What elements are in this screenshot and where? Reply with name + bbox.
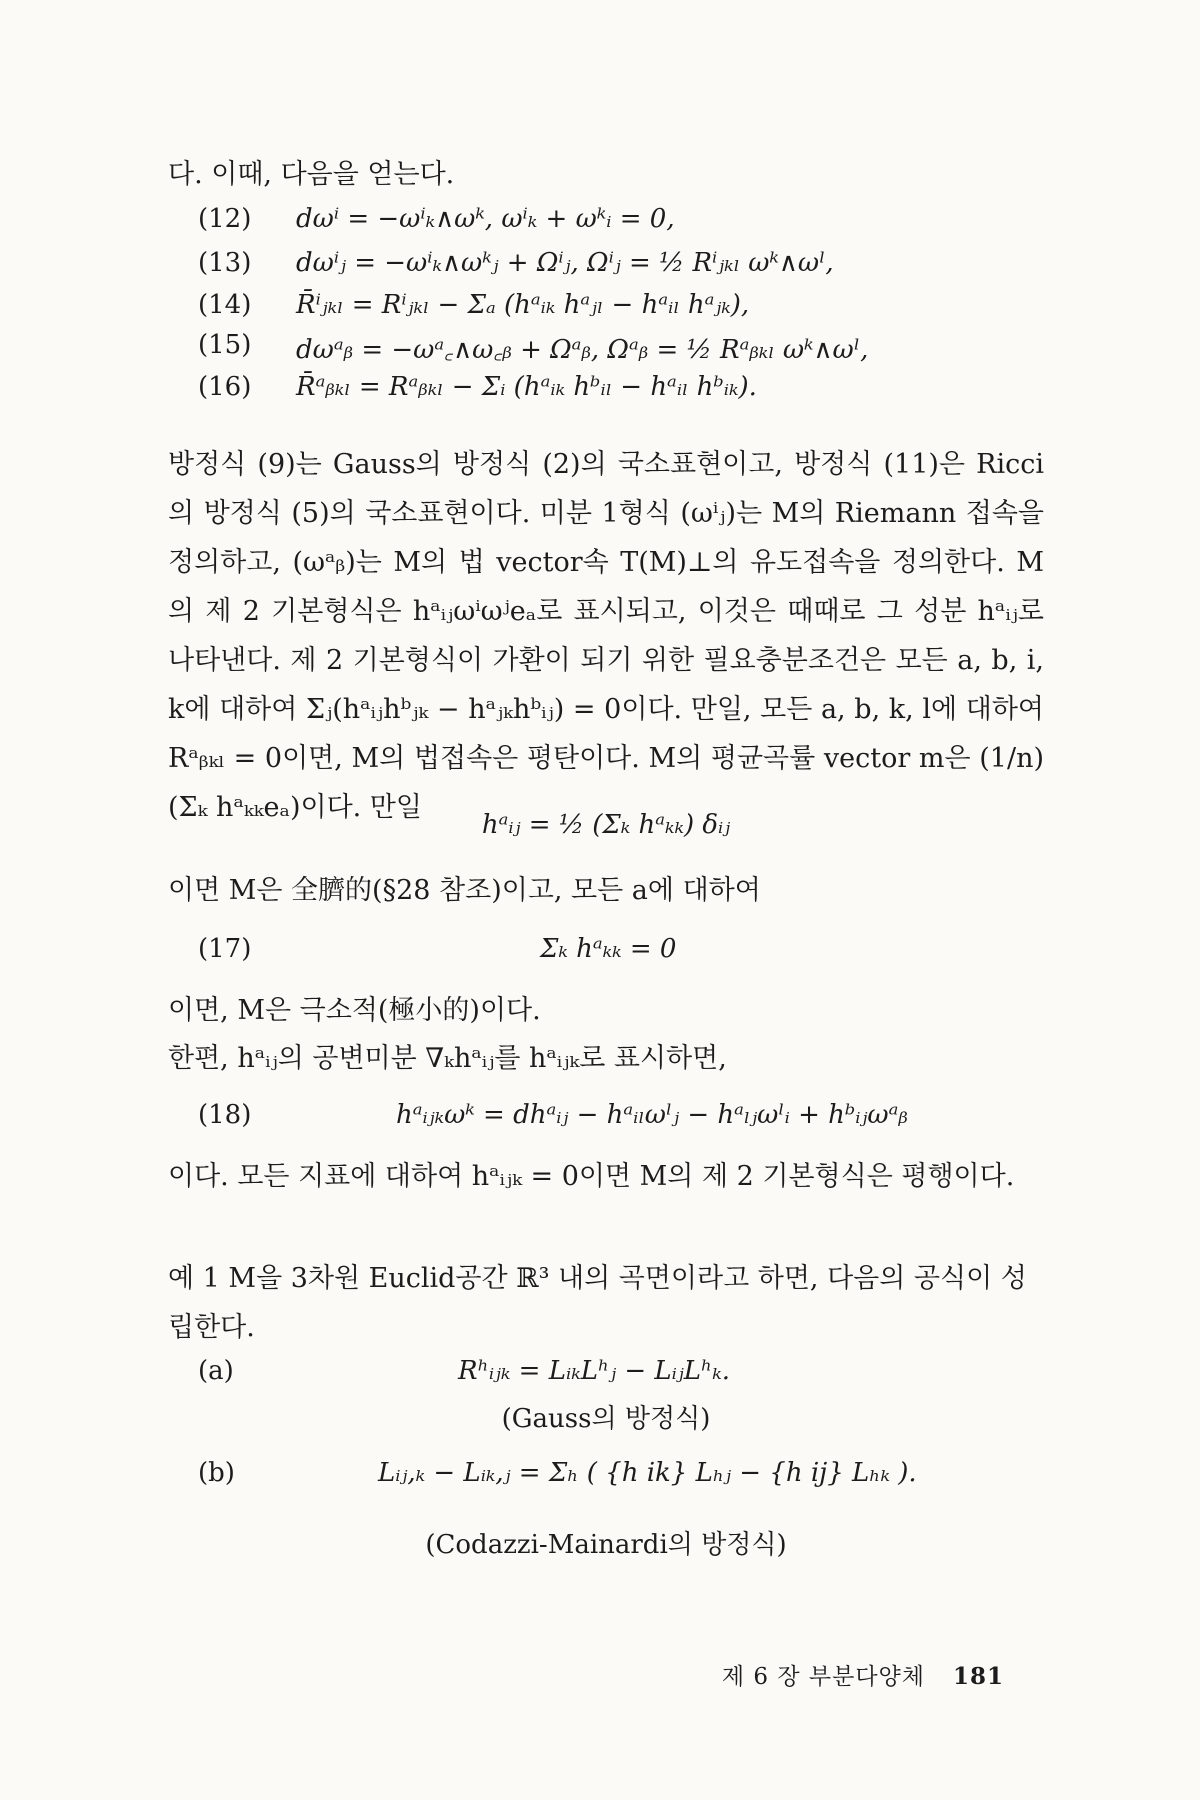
- equation-18: [168, 1100, 1044, 1146]
- gauss-equation-caption: (Gauss의 방정식): [501, 1404, 711, 1434]
- paragraph-gauss-ricci: 방정식 (9)는 Gauss의 방정식 (2)의 국소표현이고, 방정식 (11)은 Ricci의 방정식 (5)의 국소표현이다. 미분 1형식 (ωⁱⱼ)는 M의 Riemann 접속을 정의하고, (ωᵃᵦ)는 M의 법 vector속 T(M)⊥의 유도접속을 정의한다. M의 제 2 기본형식은 hᵃᵢⱼωⁱωʲeₐ로 표시되고, 이것은 때때로 그 성분 hᵃᵢⱼ로 나타낸다. 제 2 기본형식이 가환이 되기 위한 필요충분조건은 모든 a, b, i, k에 대하여 Σⱼ(hᵃᵢⱼhᵇⱼₖ − hᵃⱼₖhᵇᵢⱼ) = 0이다. 만일, 모든 a, b, k, l에 대하여 Rᵃᵦₖₗ = 0이면, M의 법접속은 평탄이다. M의 평균곡률 vector m은 (1/n)(Σₖ hᵃₖₖeₐ)이다. 만일: [168, 449, 1044, 823]
- equation-a: [168, 1356, 1044, 1402]
- equation-13: [168, 248, 1044, 294]
- equation-body: R̄ᵃᵦₖₗ = Rᵃᵦₖₗ − Σᵢ (hᵃᵢₖ hᵇᵢₗ − hᵃᵢₗ hᵇᵢₖ).: [296, 372, 757, 402]
- equation-body: dωⁱ = −ωⁱₖ∧ωᵏ, ωⁱₖ + ωᵏᵢ = 0,: [296, 204, 675, 234]
- equation-body: Σₖ hᵃₖₖ = 0: [540, 934, 677, 964]
- equation-12: [168, 204, 1044, 250]
- equation-number: (18): [198, 1100, 252, 1130]
- equation-body: hᵃᵢⱼₖωᵏ = dhᵃᵢⱼ − hᵃᵢₗωˡⱼ − hᵃₗⱼωˡᵢ + hᵇᵢⱼωᵃᵦ: [396, 1100, 908, 1130]
- equation-16: [168, 372, 1044, 418]
- paragraph-parallel: 이다. 모든 지표에 대하여 hᵃᵢⱼₖ = 0이면 M의 제 2 기본형식은 평행이다.: [168, 1161, 1015, 1192]
- equation-number: (16): [198, 372, 252, 402]
- equation-body: dωⁱⱼ = −ωⁱₖ∧ωᵏⱼ + Ωⁱⱼ, Ωⁱⱼ = ½ Rⁱⱼₖₗ ωᵏ∧ωˡ,: [296, 248, 834, 278]
- equation-label: (b): [198, 1458, 235, 1488]
- page-number: 181: [952, 1663, 1004, 1690]
- equation-body: R̄ⁱⱼₖₗ = Rⁱⱼₖₗ − Σₐ (hᵃᵢₖ hᵃⱼₗ − hᵃᵢₗ hᵃⱼₖ),: [296, 290, 750, 320]
- equation-15: [168, 330, 1044, 376]
- paragraph-covariant: 한편, hᵃᵢⱼ의 공변미분 ∇ₖhᵃᵢⱼ를 hᵃᵢⱼₖ로 표시하면,: [168, 1043, 727, 1074]
- example-1-text: 예 1 M을 3차원 Euclid공간 ℝ³ 내의 곡면이라고 하면, 다음의 공식이 성립한다.: [168, 1263, 1027, 1343]
- codazzi-equation-caption: (Codazzi-Mainardi의 방정식): [425, 1530, 787, 1560]
- paragraph-umbilical: 이면 M은 全臍的(§28 참조)이고, 모든 a에 대하여: [168, 875, 761, 906]
- equation-17: [168, 934, 1044, 980]
- page-footer: [722, 1658, 1004, 1691]
- equation-number: (17): [198, 934, 252, 964]
- equation-number: (12): [198, 204, 252, 234]
- paragraph-minimal: 이면, M은 극소적(極小的)이다.: [168, 995, 541, 1026]
- equation-body: Rʰᵢⱼₖ = LᵢₖLʰⱼ − LᵢⱼLʰₖ.: [458, 1356, 731, 1386]
- equation-number: (15): [198, 330, 252, 360]
- equation-number: (14): [198, 290, 252, 320]
- equation-body: dωᵃᵦ = −ωᵃ꜀∧ω꜀ᵦ + Ωᵃᵦ, Ωᵃᵦ = ½ Rᵃᵦₖₗ ωᵏ∧ωˡ,: [296, 335, 869, 365]
- intro-text: 다. 이때, 다음을 얻는다.: [168, 159, 455, 190]
- equation-body: Lᵢⱼ,ₖ − Lᵢₖ,ⱼ = Σₕ ( {h ik} Lₕⱼ − {h ij} Lₕₖ ).: [378, 1458, 917, 1488]
- equation-label: (a): [198, 1356, 234, 1386]
- equation-number: (13): [198, 248, 252, 278]
- totally-umbilical-equation: hᵃᵢⱼ = ½ (Σₖ hᵃₖₖ) δᵢⱼ: [481, 810, 731, 840]
- chapter-title: 제 6 장 부분다양체: [721, 1664, 925, 1690]
- equation-b: [168, 1458, 1044, 1504]
